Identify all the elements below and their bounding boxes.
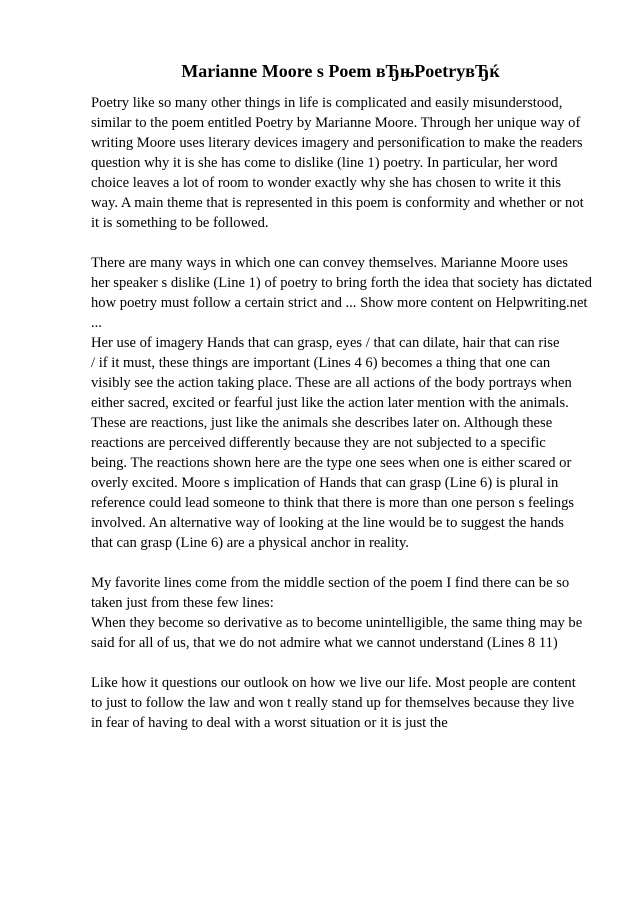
text-line: Like how it questions our outlook on how we live our life. Most people are content: [91, 675, 576, 691]
text-line: writing Moore uses literary devices imagery and personification to make the readers: [91, 135, 583, 151]
paragraph-4: [91, 673, 598, 733]
text-line: visibly see the action taking place. These are all actions of the body portrays when: [91, 375, 572, 391]
text-line: said for all of us, that we do not admire what we cannot understand (Lines 8 11): [91, 635, 558, 651]
text-line: way. A main theme that is represented in this poem is conformity and whether or not: [91, 195, 584, 211]
text-line: similar to the poem entitled Poetry by Marianne Moore. Through her unique way of: [91, 115, 581, 131]
text-line: / if it must, these things are important (Lines 4 6) becomes a thing that one can: [91, 355, 551, 371]
text-line: ...: [91, 315, 102, 331]
text-line: taken just from these few lines:: [91, 595, 274, 611]
text-line: There are many ways in which one can convey themselves. Marianne Moore uses: [91, 255, 568, 271]
text-line: being. The reactions shown here are the type one sees when one is either scared or: [91, 455, 572, 471]
text-line: These are reactions, just like the animals she describes later on. Although these: [91, 415, 553, 431]
document-title: Marianne Moore s Poem вЂњPoetryвЂќ: [181, 61, 500, 81]
text-line: in fear of having to deal with a worst situation or it is just the: [91, 715, 448, 731]
text-line: either sacred, excited or fearful just like the action later mention with the animals.: [91, 395, 569, 411]
text-line: My favorite lines come from the middle section of the poem I find there can be so: [91, 575, 570, 591]
paragraph-2: [91, 253, 598, 553]
text-line: reactions are perceived differently because they are not subjected to a specific: [91, 435, 546, 451]
text-line: to just to follow the law and won t really stand up for themselves because they live: [91, 695, 575, 711]
text-line: overly excited. Moore s implication of Hands that can grasp (Line 6) is plural in: [91, 475, 559, 491]
text-line: how poetry must follow a certain strict and ... Show more content on Helpwriting.net: [91, 295, 588, 311]
text-line: choice leaves a lot of room to wonder exactly why she has chosen to write it this: [91, 175, 562, 191]
text-line: involved. An alternative way of looking at the line would be to suggest the hands: [91, 515, 564, 531]
paragraph-1: [91, 93, 598, 233]
text-line: her speaker s dislike (Line 1) of poetry to bring forth the idea that society has dictated: [91, 275, 592, 291]
text-line: Her use of imagery Hands that can grasp, eyes / that can dilate, hair that can rise: [91, 335, 560, 351]
text-line: Poetry like so many other things in life is complicated and easily misunderstood,: [91, 95, 563, 111]
text-line: reference could lead someone to think that there is more than one person s feelings: [91, 495, 575, 511]
text-line: it is something to be followed.: [91, 215, 269, 231]
text-line: When they become so derivative as to become unintelligible, the same thing may be: [91, 615, 583, 631]
text-line: that can grasp (Line 6) are a physical anchor in reality.: [91, 535, 409, 551]
text-line: question why it is she has come to dislike (line 1) poetry. In particular, her word: [91, 155, 558, 171]
paragraph-3: [91, 573, 598, 653]
